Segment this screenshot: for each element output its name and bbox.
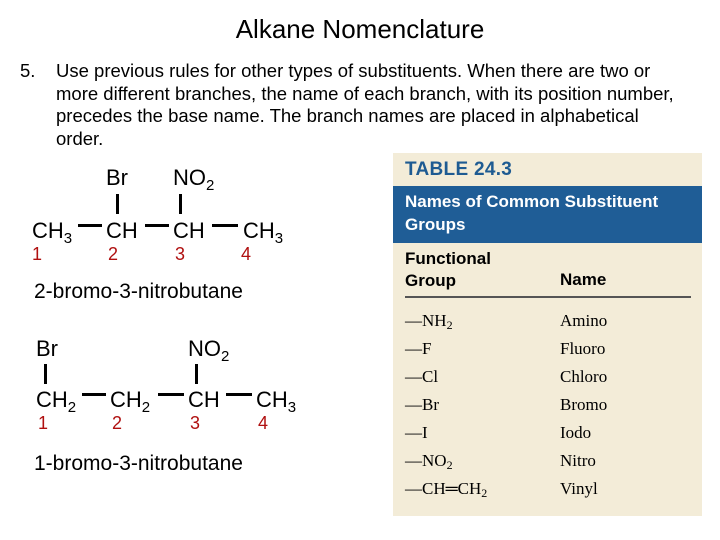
bond-horizontal <box>226 393 252 396</box>
atom-symbol: CH <box>110 387 142 412</box>
table-label: TABLE 24.3 <box>405 159 513 180</box>
group-formula: —F <box>405 339 432 358</box>
table-row-name: Vinyl <box>560 479 598 498</box>
table-row-group <box>405 311 453 333</box>
group-formula: —NH <box>405 311 447 330</box>
position-number: 1 <box>32 244 43 264</box>
atom-symbol: CH <box>188 387 220 412</box>
atom-subscript: 3 <box>63 230 73 247</box>
table-row-group <box>405 423 428 443</box>
group-formula: —Br <box>405 395 439 414</box>
bond-vertical <box>44 364 47 384</box>
group-formula: —I <box>405 423 428 442</box>
table-row-name: Fluoro <box>560 339 606 358</box>
table-row-group <box>405 367 438 387</box>
table-row-name: Iodo <box>560 423 592 442</box>
chain-atom <box>188 389 220 411</box>
table-row-group <box>405 339 431 359</box>
group-formula: —Cl <box>405 367 439 386</box>
atom-subscript: 2 <box>141 399 151 416</box>
bond-horizontal <box>78 224 102 227</box>
bond-horizontal <box>158 393 184 396</box>
group-subscript: 2 <box>446 318 453 332</box>
group-subscript: 2 <box>481 486 488 500</box>
atom-symbol: CH <box>173 218 205 243</box>
column-header-name: Name <box>560 270 607 289</box>
nitro-substituent <box>173 167 214 197</box>
slide-title: Alkane Nomenclature <box>235 14 485 44</box>
position-number: 3 <box>175 244 186 264</box>
bromo-substituent: Br <box>106 165 128 190</box>
bromo-substituent: Br <box>36 336 58 361</box>
table-row-name: Bromo <box>560 395 608 414</box>
atom-symbol: CH <box>36 387 68 412</box>
nitro-subscript: 2 <box>221 348 230 365</box>
atom-subscript: 2 <box>67 399 77 416</box>
bond-vertical <box>179 194 182 214</box>
nitro-subscript: 2 <box>206 177 215 194</box>
rule-text: Use previous rules for other types of substituents. When there are two or more different branches, the name of each branch, with its position number, precedes the base name. The branch names are placed in alphabetical order. <box>56 60 674 149</box>
bond-vertical <box>195 364 198 384</box>
position-number: 4 <box>258 413 269 433</box>
rule-number: 5. <box>20 60 36 81</box>
atom-subscript: 3 <box>287 399 297 416</box>
table-heading: Names of Common Substituent Groups <box>405 192 659 234</box>
table-row-group <box>405 395 439 415</box>
position-number: 2 <box>108 244 119 264</box>
table-row-group <box>405 479 487 501</box>
bond-vertical <box>116 194 119 214</box>
position-number: 4 <box>241 244 252 264</box>
table-row-group <box>405 451 453 473</box>
table-row-name: Nitro <box>560 451 596 470</box>
example-2-name: 1-bromo-3-nitrobutane <box>34 452 243 475</box>
nitro-main: NO <box>173 165 206 190</box>
bond-horizontal <box>212 224 238 227</box>
chain-atom <box>173 220 205 242</box>
bond-horizontal <box>82 393 106 396</box>
group-formula: —CH═CH <box>405 479 482 498</box>
table-row-name: Amino <box>560 311 608 330</box>
group-subscript: 2 <box>446 458 453 472</box>
bond-horizontal <box>145 224 169 227</box>
atom-symbol: CH <box>256 387 288 412</box>
group-formula: —NO <box>405 451 447 470</box>
atom-symbol: CH <box>32 218 64 243</box>
nitro-main: NO <box>188 336 221 361</box>
header-divider <box>405 296 691 298</box>
atom-symbol: CH <box>106 218 138 243</box>
example-1-name: 2-bromo-3-nitrobutane <box>34 280 243 303</box>
position-number: 3 <box>190 413 201 433</box>
atom-subscript: 3 <box>274 230 284 247</box>
table-row-name: Chloro <box>560 367 608 386</box>
position-number: 1 <box>38 413 49 433</box>
chain-atom <box>106 220 138 242</box>
position-number: 2 <box>112 413 123 433</box>
substituent-table <box>393 153 702 516</box>
atom-symbol: CH <box>243 218 275 243</box>
column-header-functional-group: Functional Group <box>405 249 491 290</box>
